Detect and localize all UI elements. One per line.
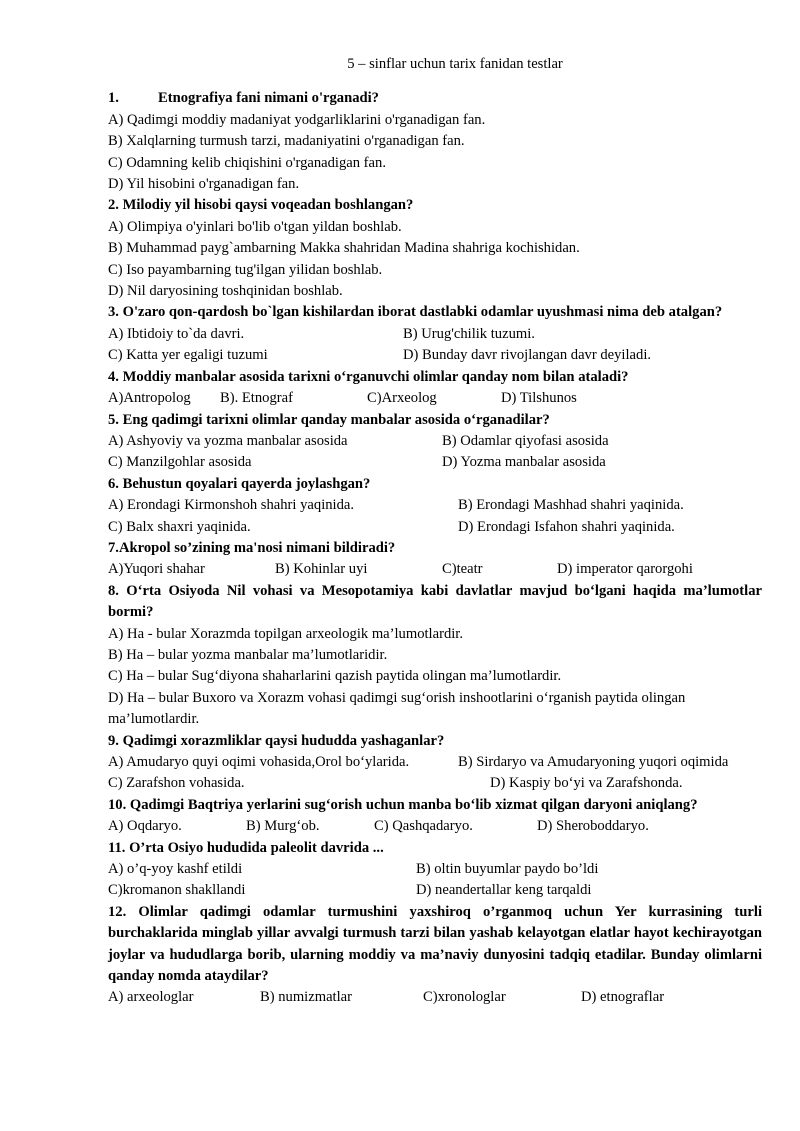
question-11: 11. O’rta Osiyo hududida paleolit davrida ... [108,839,384,856]
options-row [108,431,762,452]
options-row [108,388,762,409]
option-c: C) Zarafshon vohasida. [108,775,245,792]
question-7: 7.Akropol so’zining ma'nosi nimani bildiradi? [108,539,396,556]
option-d: D) Kaspiy bo‘yi va Zarafshonda. [490,775,683,792]
option-b: B). Etnograf [220,390,293,407]
option-c: C) Qashqadaryo. [374,818,473,835]
options-row [108,495,762,516]
option-c: C) Balx shaxri yaqinida. [108,518,251,535]
option-d: D) Nil daryosining toshqinidan boshlab. [108,283,343,300]
question-6: 6. Behustun qoyalari qayerda joylashgan? [108,475,371,492]
option-b: B) Erondagi Mashhad shahri yaqinida. [458,497,684,514]
question-4: 4. Moddiy manbalar asosida tarixni o‘rganuvchi olimlar qanday nom bilan ataladi? [108,368,629,385]
options-row [108,452,762,473]
option-b: B) numizmatlar [260,989,352,1006]
option-b: B) Odamlar qiyofasi asosida [442,432,609,449]
option-c: C)xronologlar [423,989,506,1006]
options-row [108,345,762,366]
options-row [108,559,762,580]
option-c: C)teatr [442,561,483,578]
document-title: 5 – sinflar uchun tarix fanidan testlar [347,56,563,72]
option-c: C)Arxeolog [367,390,437,407]
options-row [108,816,762,837]
question-8: 8. O‘rta Osiyoda Nil vohasi va Mesopotamiya kabi davlatlar mavjud bo‘lgani haqida ma’lumotlar bormi? [108,582,762,621]
option-c: C) Manzilgohlar asosida [108,454,252,471]
option-d: D) Erondagi Isfahon shahri yaqinida. [458,518,675,535]
test-document [108,54,762,1009]
question-text: Etnografiya fani nimani o'rganadi? [158,90,379,107]
options-row [108,752,762,773]
option-a: A) Ibtidoiy to`da davri. [108,325,245,342]
question-9: 9. Qadimgi xorazmliklar qaysi hududda yashaganlar? [108,732,445,749]
option-c: C) Katta yer egaligi tuzumi [108,347,268,364]
option-b: B) Ha – bular yozma manbalar ma’lumotlaridir. [108,646,388,663]
option-d: D) imperator qarorgohi [557,561,693,578]
option-a: A) o’q-yoy kashf etildi [108,861,243,878]
question-3: 3. O'zaro qon-qardosh bo`lgan kishilardan iborat dastlabki odamlar uyushmasi nima deb atalgan? [108,304,723,321]
option-b: B) Sirdaryo va Amudaryoning yuqori oqimida [458,754,729,770]
question-5: 5. Eng qadimgi tarixni olimlar qanday manbalar asosida o‘rganadilar? [108,411,550,428]
option-c: C)kromanon shakllandi [108,882,246,899]
option-c: C) Odamning kelib chiqishini o'rganadigan fan. [108,154,386,171]
question-number: 1. [108,90,119,107]
option-b: B) oltin buyumlar paydo bo’ldi [416,861,599,878]
option-b: B) Xalqlarning turmush tarzi, madaniyatini o'rganadigan fan. [108,133,465,150]
option-a: A)Antropolog [108,390,191,407]
question-1 [108,88,762,109]
option-d: D) Ha – bular Buxoro va Xorazm vohasi qadimgi sug‘orish inshootlarini o‘rganish paytida olingan ma’lumotlardir. [108,689,686,728]
option-a: A) Olimpiya o'yinlari bo'lib o'tgan yildan boshlab. [108,218,402,235]
question-12: 12. Olimlar qadimgi odamlar turmushini yaxshiroq o’rganmoq uchun Yer kurrasining turli burchaklarida minglab yillar avvalgi turmush tarzi bilan yashab kelayotgan elatlar hayot kechirayotgan joylar va hududlarga borib, ularning moddiy va ma’naviy dunyosini tadqiq etadilar. Bunday olimlarni qanday nomda ataydilar? [108,903,762,985]
option-d: D) Sheroboddaryo. [537,818,649,835]
option-c: C) Iso payambarning tug'ilgan yilidan boshlab. [108,261,383,278]
option-d: D) neandertallar keng tarqaldi [416,882,592,899]
option-d: D) etnograflar [581,989,665,1006]
option-b: B) Kohinlar uyi [275,561,368,578]
option-b: B) Urug'chilik tuzumi. [403,325,535,342]
options-row [108,324,762,345]
options-row [108,773,762,794]
options-row [108,880,762,901]
options-row [108,987,762,1008]
option-a: A) Ashyoviy va yozma manbalar asosida [108,432,348,449]
option-a: A) Oqdaryo. [108,818,182,835]
option-a: A) Qadimgi moddiy madaniyat yodgarliklarini o'rganadigan fan. [108,111,486,128]
option-b: B) Muhammad payg`ambarning Makka shahridan Madina shahriga kochishidan. [108,240,580,257]
option-d: D) Yozma manbalar asosida [442,454,606,471]
option-a: A) arxeologlar [108,989,194,1006]
question-10: 10. Qadimgi Baqtriya yerlarini sug‘orish uchun manba bo‘lib xizmat qilgan daryoni aniqlang? [108,796,698,813]
option-a: A)Yuqori shahar [108,561,205,578]
option-d: D) Tilshunos [501,390,577,407]
option-d: D) Yil hisobini o'rganadigan fan. [108,176,300,193]
option-a: A) Amudaryo quyi oqimi vohasida,Orol bo‘ylarida. [108,754,410,770]
question-2: 2. Milodiy yil hisobi qaysi voqeadan boshlangan? [108,197,414,214]
option-c: C) Ha – bular Sug‘diyona shaharlarini qazish paytida olingan ma’lumotlardir. [108,668,562,685]
option-a: A) Erondagi Kirmonshoh shahri yaqinida. [108,497,355,514]
options-row [108,859,762,880]
option-b: B) Murg‘ob. [246,818,320,835]
options-row [108,517,762,538]
option-d: D) Bunday davr rivojlangan davr deyiladi. [403,347,652,364]
option-a: A) Ha - bular Xorazmda topilgan arxeologik ma’lumotlardir. [108,625,464,642]
